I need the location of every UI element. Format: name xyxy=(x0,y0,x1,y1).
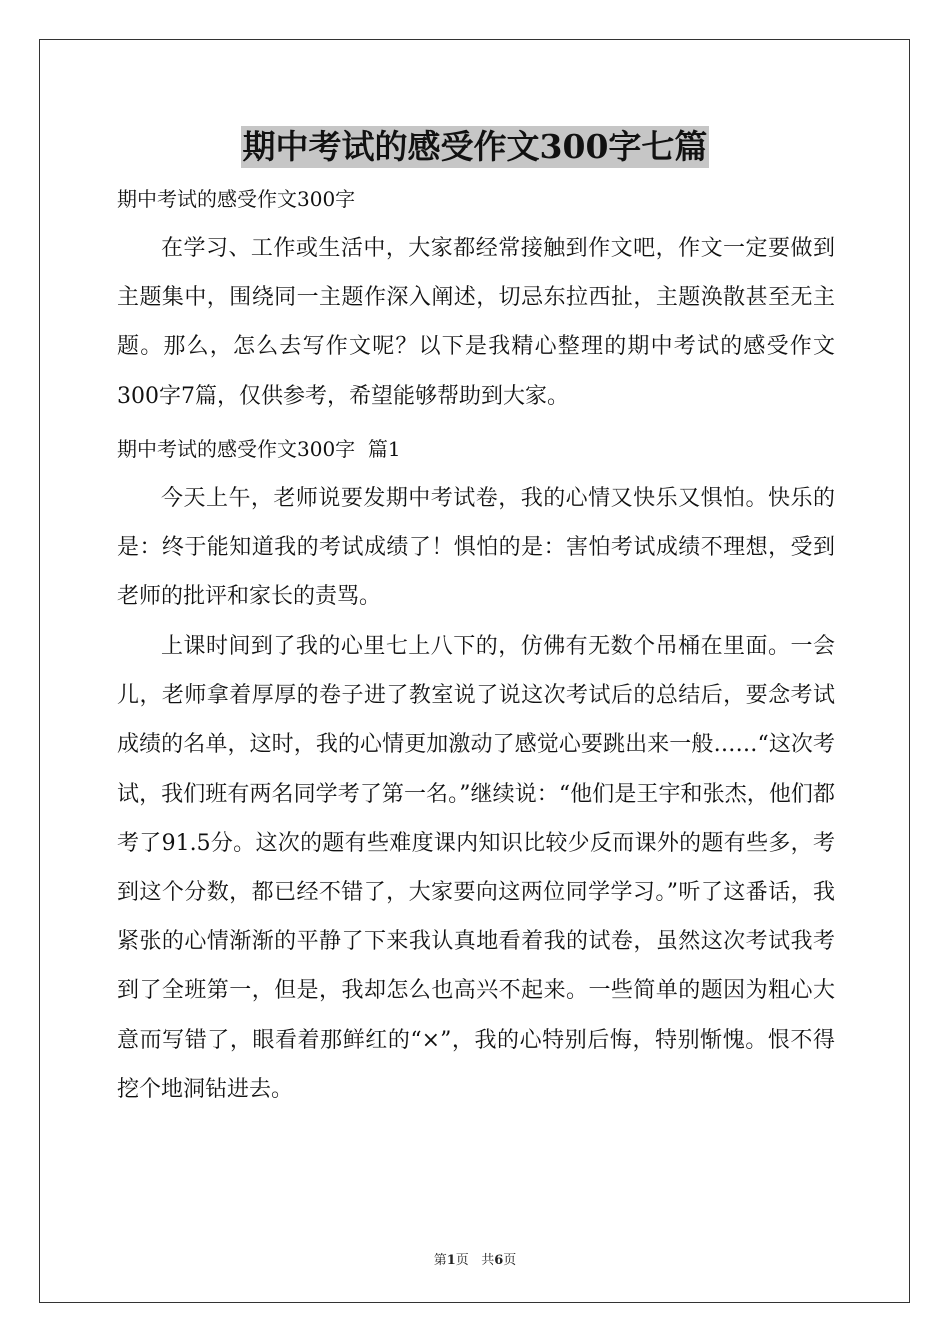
intro-paragraph: 在学习、工作或生活中，大家都经常接触到作文吧，作文一定要做到主题集中，围绕同一主题作深入阐述，切忌东拉西扯，主题涣散甚至无主题。那么，怎么去写作文呢？以下是我精心整理的期中考试的感受作文300字7篇，仅供参考，希望能够帮助到大家。 xyxy=(117,236,835,409)
footer-total-prefix: 共 xyxy=(481,1253,495,1268)
intro-heading: 期中考试的感受作文300字 xyxy=(117,187,356,211)
page-footer xyxy=(0,1249,950,1268)
body-paragraph-1: 今天上午，老师说要发期中考试卷，我的心情又快乐又惧怕。快乐的是：终于能知道我的考试成绩了！惧怕的是：害怕考试成绩不理想，受到老师的批评和家长的责骂。 xyxy=(117,486,835,610)
section-heading: 期中考试的感受作文300字 篇1 xyxy=(117,437,401,461)
document-title: 期中考试的感受作文300字七篇 xyxy=(242,127,708,166)
body-paragraph-2: 上课时间到了我的心里七上八下的，仿佛有无数个吊桶在里面。一会儿，老师拿着厚厚的卷子进了教室说了说这次考试后的总结后，要念考试成绩的名单，这时，我的心情更加激动了感觉心要跳出来一般……“这次考试，我们班有两名同学考了第一名。”继续说：“他们是王宇和张杰，他们都考了91.5分。这次的题有些难度课内知识比较少反而课外的题有些多，考到这个分数，都已经不错了，大家要向这两位同学学习。”听了这番话，我紧张的心情渐渐的平静了下来我认真地看着我的试卷，虽然这次考试我考到了全班第一，但是，我却怎么也高兴不起来。一些简单的题因为粗心大意而写错了，眼看着那鲜红的“×”，我的心特别后悔，特别惭愧。恨不得挖个地洞钻进去。 xyxy=(117,634,835,1102)
footer-page-suffix: 页 xyxy=(455,1253,469,1268)
footer-total-suffix: 页 xyxy=(503,1253,517,1268)
title-container xyxy=(0,126,950,168)
footer-page-prefix: 第 xyxy=(433,1253,447,1268)
footer-page-number: 1 xyxy=(446,1253,456,1268)
footer-total-pages: 6 xyxy=(494,1253,504,1268)
